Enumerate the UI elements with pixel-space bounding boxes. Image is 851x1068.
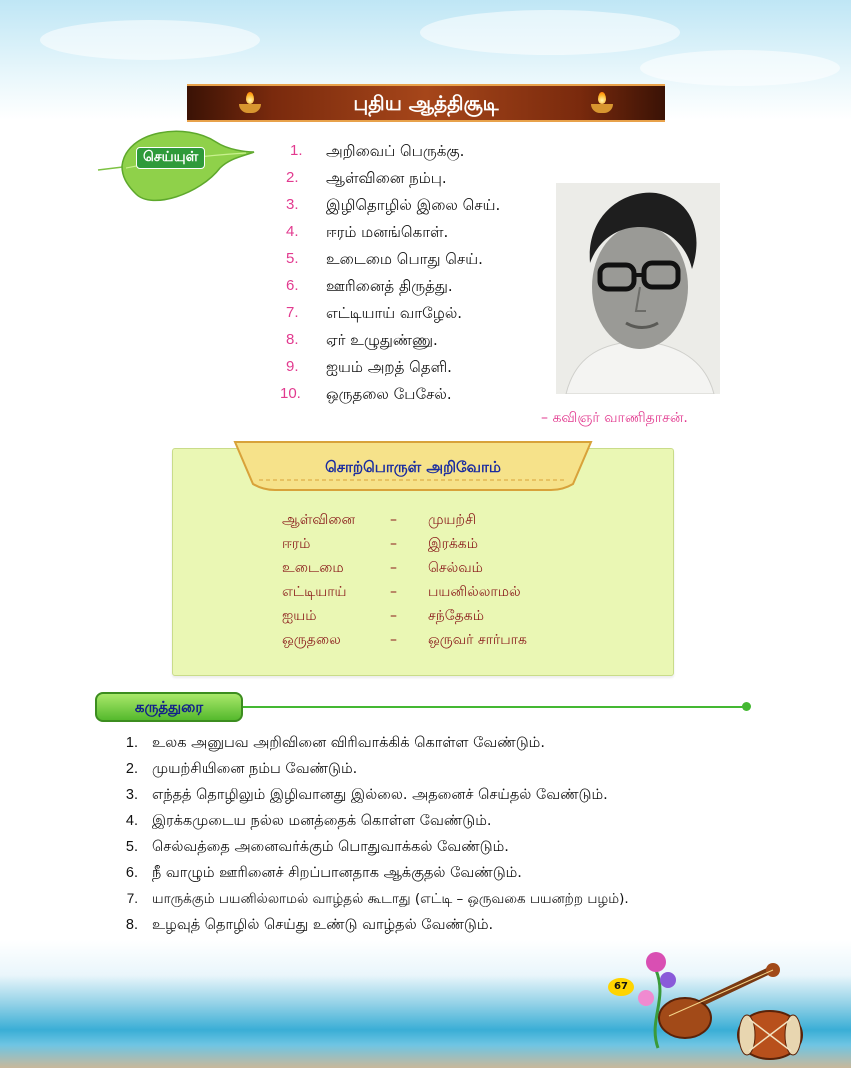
poem-line: 10. ஒருதலை பேசேல். xyxy=(280,385,452,403)
author-portrait xyxy=(556,183,720,394)
poem-line: 5. உடைமை பொது செய். xyxy=(286,250,483,268)
poem-line: 6. ஊரினைத் திருத்து. xyxy=(286,277,453,295)
page-title: புதிய ஆத்திசூடி xyxy=(353,91,499,115)
divider-line xyxy=(243,706,746,708)
portrait-illustration xyxy=(556,183,720,394)
poem-line: 8. ஏர் உழுதுண்ணு. xyxy=(286,331,438,349)
poem-line: 7. எட்டியாய் வாழேல். xyxy=(286,304,463,322)
poem-line: 4. ஈரம் மனங்கொள். xyxy=(286,223,449,241)
poem-line: 1. அறிவைப் பெருக்கு. xyxy=(290,142,465,160)
poem-line: 3. இழிதொழில் இலை செய். xyxy=(286,196,501,214)
cloud-decoration xyxy=(640,50,840,86)
divider-dot xyxy=(742,702,751,711)
page-number: 67 xyxy=(608,978,634,996)
section-label: செய்யுள் xyxy=(136,147,205,169)
author-name: – கவிஞர் வாணிதாசன். xyxy=(541,410,688,426)
poem-line: 9. ஐயம் அறத் தெளி. xyxy=(286,358,452,376)
glossary-title: சொற்பொருள் அறிவோம் xyxy=(325,458,501,476)
drum-icon xyxy=(735,1005,805,1065)
summary-heading-box xyxy=(95,692,243,722)
cloud-decoration xyxy=(420,10,680,55)
summary-heading: கருத்துரை xyxy=(134,698,204,716)
cloud-decoration xyxy=(40,20,260,60)
poem-line: 2. ஆள்வினை நம்பு. xyxy=(286,169,447,187)
title-banner xyxy=(187,84,665,122)
textbook-page: புதிய ஆத்திசூடி செய்யுள் 1. அறிவைப் பெருக்கு. 2. ஆள்வினை நம்பு. 3. இழிதொழில் இலை செய். 4. ஈரம் மனங்கொள். 5. உடைமை பொது செய். 6. ஊரினைத் திருத்து. 7. எட்டியாய் வாழேல். 8. ஏர் உழுதுண்ணு. 9. ஐயம் அறத் தெளி. 10. ஒருதலை பேசேல். – கவிஞர் வாணிதாசன். சொற்பொருள் அறிவோம் ஆள்வினை – முயற்சி ஈரம் – இரக்கம் உடைமை – செல்வம் எட்டியாய் – பயனில்லாமல் ஐயம் – சந்தேகம் ஒருதலை – ஒருவர் சார்பாக கருத்துரை 1. உலக அனுபவ அறிவினை விரிவாக்கிக் கொள்ள வேண்டும். 2. முயற்சியினை நம்ப வேண்டும். 3. எந்தத் தொழிலும் இழிவானது இல்லை. அதனைச் செய்தல் வேண்டும். 4. இரக்கமுடைய நல்ல மனத்தைக் கொள்ள வேண்டும். 5. செல்வத்தை அனைவர்க்கும் பொதுவாக்கல் வேண்டும். 6. நீ வாழும் ஊரினைச் சிறப்பானதாக ஆக்குதல் வேண்டும். 7. யாருக்கும் பயனில்லாமல் வாழ்தல் கூடாது (எட்டி – ஒருவகை பயனற்ற பழம்). 8. உழவுத் தொழில் செய்து உண்டு வாழ்தல் வேண்டும். 67 xyxy=(0,0,851,1068)
